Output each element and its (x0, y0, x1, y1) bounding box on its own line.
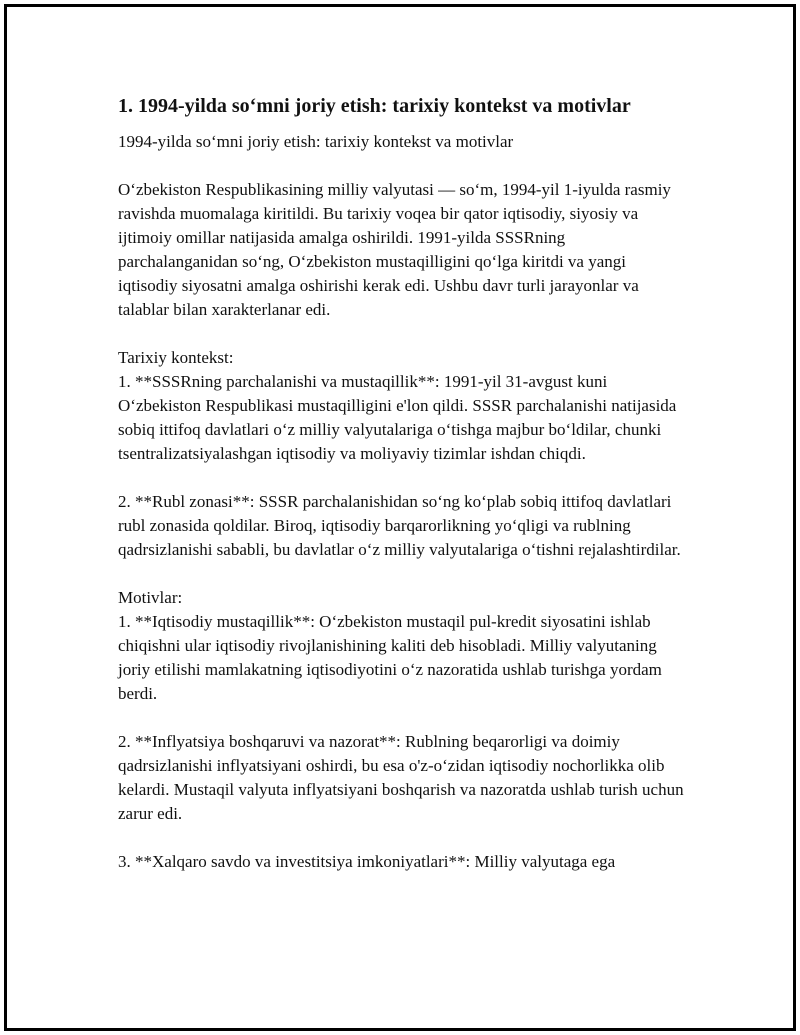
document-body (118, 92, 688, 874)
motive-item: 2. **Inflyatsiya boshqaruvi va nazorat**: Rublning beqarorligi va doimiy qadrsizlanishi inflyatsiyani oshirdi, bu esa o'z-o‘zidan iqtisodiy nochorlikka olib kelardi. Mustaqil valyuta inflyatsiyani boshqarish va nazoratda ushlab turish uchun zarur edi. (118, 732, 684, 823)
context-item: 2. **Rubl zonasi**: SSSR parchalanishidan so‘ng ko‘plab sobiq ittifoq davlatlari rubl zonasida qoldilar. Biroq, iqtisodiy barqarorlikning yo‘qligi va rublning qadrsizlanishi sababli, bu davlatlar o‘z milliy valyutalariga o‘tishni rejalashtirdilar. (118, 492, 681, 559)
motive-item: 3. **Xalqaro savdo va investitsiya imkoniyatlari**: Milliy valyutaga ega (118, 852, 616, 871)
motives-label: Motivlar: (118, 588, 183, 607)
section-subtitle: 1994-yilda so‘mni joriy etish: tarixiy kontekst va motivlar (118, 132, 514, 151)
motive-item: 1. **Iqtisodiy mustaqillik**: O‘zbekiston mustaqil pul-kredit siyosatini ishlab chiqishni ular iqtisodiy rivojlanishining kaliti deb hisobladi. Milliy valyutaning joriy etilishi mamlakatning iqtisodiyotini o‘z nazoratida ushlab turishga yordam berdi. (118, 612, 662, 703)
section-heading: 1. 1994-yilda so‘mni joriy etish: tarixiy kontekst va motivlar (118, 95, 631, 117)
context-label: Tarixiy kontekst: (118, 348, 234, 367)
context-item: 1. **SSSRning parchalanishi va mustaqillik**: 1991-yil 31-avgust kuni O‘zbekiston Respublikasi mustaqilligini e'lon qildi. SSSR parchalanishi natijasida sobiq ittifoq davlatlari o‘z milliy valyutalariga o‘tishga majbur bo‘ldilar, chunki tsentralizatsiyalashgan iqtisodiy va moliyaviy tizimlar ishdan chiqdi. (118, 372, 677, 463)
intro-paragraph: O‘zbekiston Respublikasining milliy valyutasi — so‘m, 1994-yil 1-iyulda rasmiy ravishda muomalaga kiritildi. Bu tarixiy voqea bir qator iqtisodiy, siyosiy va ijtimoiy omillar natijasida amalga oshirildi. 1991-yilda SSSRning parchalanganidan so‘ng, O‘zbekiston mustaqilligini qo‘lga kiritdi va yangi iqtisodiy siyosatni amalga oshirishi kerak edi. Ushbu davr turli jarayonlar va talablar bilan xarakterlanar edi. (118, 180, 671, 319)
